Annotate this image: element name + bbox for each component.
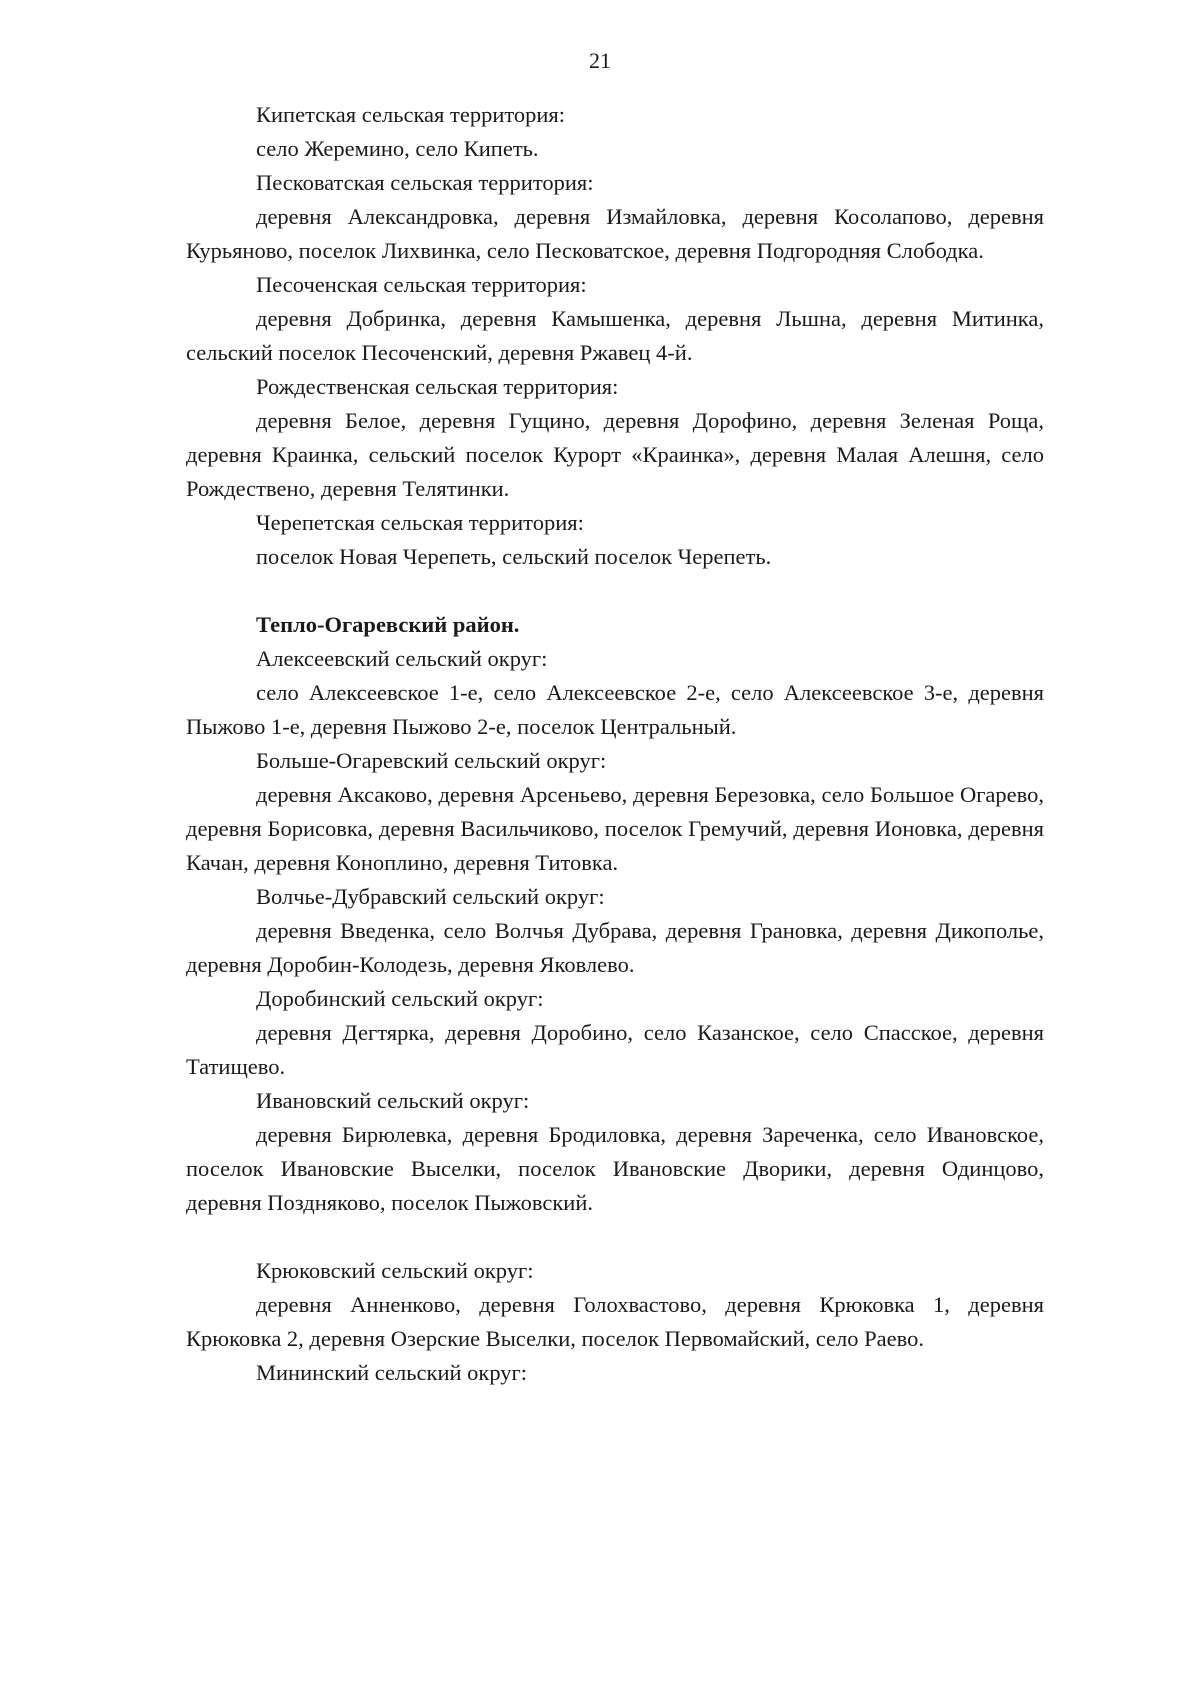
page-number: 21 [589,48,611,73]
section-body-dorobinsky: деревня Дегтярка, деревня Доробино, село Казанское, село Спасское, деревня Татищево. [186,1020,1044,1079]
section-heading-bolshe-ogarevsky: Больше-Огаревский сельский округ: [256,748,607,773]
section-heading-ivanovsky: Ивановский сельский округ: [256,1088,530,1113]
section-heading-alekseevsky: Алексеевский сельский округ: [256,646,548,671]
section-body-ivanovsky: деревня Бирюлевка, деревня Бродиловка, деревня Зареченка, село Ивановское, поселок Ивановские Выселки, поселок Ивановские Дворики, деревня Одинцово, деревня Поздняково, поселок Пыжовский. [186,1122,1044,1215]
section-heading-volche-dubravsky: Волчье-Дубравский сельский округ: [256,884,605,909]
section-body-kipetskaya: село Жеремино, село Кипеть. [256,136,539,161]
district-title: Тепло-Огаревский район. [256,612,520,637]
section-body-alekseevsky: село Алексеевское 1-е, село Алексеевское 2-е, село Алексеевское 3-е, деревня Пыжово 1-е, деревня Пыжово 2-е, поселок Центральный. [186,680,1044,739]
section-body-bolshe-ogarevsky: деревня Аксаково, деревня Арсеньево, деревня Березовка, село Большое Огарево, деревня Борисовка, деревня Васильчиково, поселок Гремучий, деревня Ионовка, деревня Качан, деревня Коноплино, деревня Титовка. [186,782,1044,875]
section-body-cherepetskaya: поселок Новая Черепеть, сельский поселок Черепеть. [256,544,772,569]
section-body-kryukovsky: деревня Анненково, деревня Голохвастово, деревня Крюковка 1, деревня Крюковка 2, деревня Озерские Выселки, поселок Первомайский, село Раево. [186,1292,1044,1351]
section-heading-kryukovsky: Крюковский сельский округ: [256,1258,534,1283]
document-body [186,98,1044,1390]
section-heading-mininsky: Мининский сельский округ: [256,1360,528,1385]
section-heading-rozhdestvenskaya: Рождественская сельская территория: [256,374,619,399]
section-body-pesochenskaya: деревня Добринка, деревня Камышенка, деревня Льшна, деревня Митинка, сельский поселок Песоченский, деревня Ржавец 4-й. [186,306,1044,365]
section-heading-dorobinsky: Доробинский сельский округ: [256,986,544,1011]
section-heading-cherepetskaya: Черепетская сельская территория: [256,510,584,535]
section-body-volche-dubravsky: деревня Введенка, село Волчья Дубрава, деревня Грановка, деревня Дикополье, деревня Доробин-Колодезь, деревня Яковлево. [186,918,1044,977]
section-heading-peskovatskaya: Песковатская сельская территория: [256,170,594,195]
section-body-rozhdestvenskaya: деревня Белое, деревня Гущино, деревня Дорофино, деревня Зеленая Роща, деревня Краинка, сельский поселок Курорт «Краинка», деревня Малая Алешня, село Рождествено, деревня Телятинки. [186,408,1044,501]
section-heading-kipetskaya: Кипетская сельская территория: [256,102,566,127]
section-heading-pesochenskaya: Песоченская сельская территория: [256,272,587,297]
section-body-peskovatskaya: деревня Александровка, деревня Измайловка, деревня Косолапово, деревня Курьяново, поселок Лихвинка, село Песковатское, деревня Подгородняя Слободка. [186,204,1044,263]
